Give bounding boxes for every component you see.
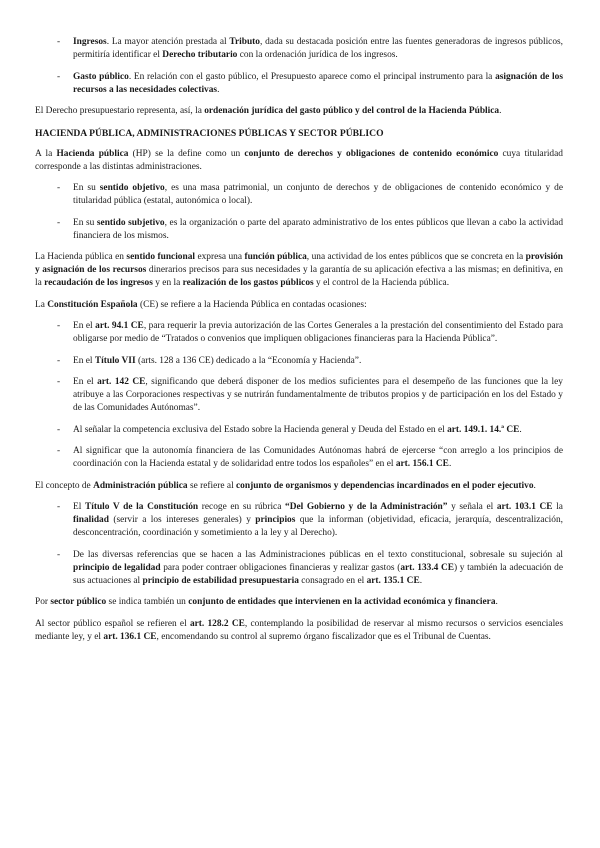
list-item bbox=[35, 355, 563, 368]
bold-run: Ingresos bbox=[73, 37, 107, 47]
bold-run: sentido subjetivo bbox=[96, 217, 165, 228]
text-run: . bbox=[533, 480, 536, 491]
text-run: . bbox=[495, 597, 498, 607]
constitucion-list bbox=[35, 320, 563, 471]
text-run: . La mayor atención prestada al bbox=[106, 37, 230, 47]
text-run: , una actividad de los entes públicos que se concreta en la bbox=[306, 252, 526, 262]
paragraph-constitucion bbox=[35, 299, 563, 312]
text-run: y señala el bbox=[447, 502, 497, 512]
dash-bullet: - bbox=[57, 71, 61, 82]
list-item-text bbox=[73, 183, 563, 206]
text-run: . bbox=[448, 459, 452, 469]
text-run: La Hacienda pública en bbox=[35, 252, 127, 262]
text-run: (arts. 128 a 136 CE) dedicado a la “Economía y Hacienda”. bbox=[135, 355, 362, 366]
text-run: . En relación con el gasto público, el Presupuesto aparece como el principal instrumento para la bbox=[128, 71, 496, 82]
text-run: Al sector público español se refieren el bbox=[35, 618, 190, 629]
list-item bbox=[35, 71, 563, 97]
text-run: . bbox=[217, 84, 220, 95]
text-run: , encomendando su control al supremo órgano fiscalizador que es el Tribunal de Cuentas. bbox=[156, 631, 491, 642]
list-item bbox=[35, 549, 563, 588]
dash-bullet: - bbox=[57, 183, 61, 193]
text-run: la bbox=[552, 502, 563, 512]
bold-run: conjunto de entidades que intervienen en la actividad económica y financiera bbox=[188, 597, 496, 607]
bold-run: art. 149.1. 14.ª CE bbox=[447, 424, 520, 435]
bold-run: principios bbox=[255, 515, 296, 525]
text-run: cuya titularidad corresponde a las distintas administraciones. bbox=[35, 148, 563, 172]
dash-bullet: - bbox=[57, 549, 61, 560]
paragraph-derecho-presupuestario bbox=[35, 105, 563, 118]
dash-bullet: - bbox=[57, 321, 61, 331]
bold-run: art. 156.1 CE bbox=[395, 459, 449, 469]
list-item-text bbox=[73, 218, 563, 241]
bold-run: provisión y asignación de los recursos bbox=[35, 252, 563, 275]
bold-run: Hacienda pública bbox=[56, 148, 129, 159]
list-item bbox=[35, 217, 563, 243]
dash-bullet: - bbox=[57, 424, 61, 435]
text-run: ) y también la adecuación de sus actuaciones al bbox=[73, 562, 563, 586]
list-item-text bbox=[73, 37, 563, 60]
bold-run: sentido funcional bbox=[126, 252, 196, 262]
text-run: El concepto de bbox=[35, 480, 94, 491]
list-item bbox=[35, 36, 563, 62]
text-run: En el bbox=[73, 355, 95, 366]
text-run: (CE) se refiere a la Hacienda Pública en contadas ocasiones: bbox=[137, 299, 367, 310]
list-item bbox=[35, 182, 563, 208]
bold-run: recaudación de los ingresos bbox=[44, 278, 153, 288]
text-run: , contemplando la posibilidad de reservar al mismo recursos o servicios esenciales mediante ley, y el bbox=[35, 618, 563, 642]
bold-run: ordenación jurídica del gasto público y del control de la Hacienda Pública bbox=[204, 106, 500, 116]
text-run: De las diversas referencias que se hacen a las Administraciones públicas en el texto constitucional, sobresale su sujeción al bbox=[73, 549, 563, 560]
text-run: El Derecho presupuestario representa, así, la bbox=[35, 106, 205, 116]
list-item bbox=[35, 501, 563, 540]
list-item-text bbox=[73, 321, 563, 344]
bold-run: art. 142 CE bbox=[97, 377, 146, 387]
text-run: consagrado en el bbox=[298, 575, 367, 586]
hacienda-list bbox=[35, 182, 563, 243]
list-item-text bbox=[73, 446, 563, 469]
text-run: La bbox=[35, 299, 48, 310]
text-run: . bbox=[499, 106, 502, 116]
text-run: se indica también un bbox=[106, 597, 189, 607]
list-item bbox=[35, 320, 563, 346]
text-run: , es la organización o parte del aparato administrativo de los entes públicos que llevan a cabo la actividad financiera de los mismos. bbox=[73, 217, 564, 241]
text-run: (servir a los intereses generales) y bbox=[108, 515, 256, 525]
list-item-text bbox=[73, 502, 563, 538]
list-item-text bbox=[73, 550, 563, 586]
text-run: , para requerir la previa autorización de las Cortes Generales a la prestación del consentimiento del Estado para obligarse por medio de “Tratados o convenios que impliquen obligaciones financieras para la Hacienda Pública”. bbox=[73, 321, 563, 344]
bold-run: principio de estabilidad presupuestaria bbox=[142, 575, 299, 586]
text-run: Al señalar la competencia exclusiva del Estado sobre la Hacienda general y Deuda del Estado en el bbox=[73, 424, 448, 435]
list-item-text bbox=[73, 377, 563, 413]
text-run: expresa una bbox=[195, 252, 245, 262]
text-run: El bbox=[73, 502, 85, 512]
text-run: , es una masa patrimonial, un conjunto de derechos y de obligaciones de contenido económico y de titularidad pública (estatal, autonómica o local). bbox=[73, 183, 564, 206]
text-run: Por bbox=[35, 597, 51, 607]
bold-run: art. 136.1 CE bbox=[103, 631, 157, 642]
dash-bullet: - bbox=[57, 37, 61, 47]
dash-bullet: - bbox=[57, 355, 61, 366]
text-run: Al significar que la autonomía financiera de las Comunidades Autónomas habrá de ejercerse “con arreglo a los principios de coordinación con la Hacienda estatal y de solidaridad entre todos los españoles” en el bbox=[73, 446, 563, 469]
paragraph-administracion bbox=[35, 480, 563, 493]
bold-run: Derecho tributario bbox=[162, 50, 238, 60]
bold-run: Administración pública bbox=[93, 480, 188, 491]
list-item-text bbox=[73, 72, 563, 95]
bold-run: art. 103.1 CE bbox=[496, 502, 553, 512]
dash-bullet: - bbox=[57, 217, 61, 228]
list-item bbox=[35, 376, 563, 415]
bold-run: art. 133.4 CE bbox=[400, 562, 455, 573]
bold-run: art. 135.1 CE bbox=[366, 575, 420, 586]
bold-run: Tributo bbox=[229, 37, 260, 47]
bold-run: Gasto público bbox=[73, 71, 129, 82]
dash-bullet: - bbox=[57, 502, 61, 512]
bold-run: sector público bbox=[50, 597, 107, 607]
bold-run: conjunto de derechos y obligaciones de contenido económico bbox=[244, 148, 499, 159]
text-run: En su bbox=[73, 217, 97, 228]
bold-run: art. 94.1 CE bbox=[95, 321, 144, 331]
bold-run: Título V de la Constitución bbox=[84, 502, 199, 512]
paragraph-sentido-funcional bbox=[35, 251, 563, 290]
text-run: dinerarios precisos para sus necesidades y la garantía de su aplicación efectiva a las mismas; en definitiva, en la bbox=[35, 265, 563, 288]
bold-run: finalidad bbox=[73, 515, 109, 525]
text-run: para poder contraer obligaciones financieras y realizar gastos ( bbox=[160, 562, 401, 573]
text-run: con la ordenación jurídica de los ingresos. bbox=[237, 50, 398, 60]
bold-run: sentido objetivo bbox=[99, 183, 165, 193]
administracion-list bbox=[35, 501, 563, 588]
text-run: . bbox=[419, 575, 423, 586]
text-run: (HP) se la define como un bbox=[128, 148, 245, 159]
text-run: y el control de la Hacienda pública. bbox=[313, 278, 450, 288]
text-run: que la informan (objetividad, eficacia, jerarquía, descentralización, desconcentración, coordinación y sometimiento a la ley y al Derecho). bbox=[73, 515, 564, 538]
paragraph-sector-publico bbox=[35, 596, 563, 609]
list-item-text bbox=[73, 356, 361, 366]
section-heading: HACIENDA PÚBLICA, ADMINISTRACIONES PÚBLICAS Y SECTOR PÚBLICO bbox=[35, 127, 384, 139]
text-run: A la bbox=[35, 148, 57, 159]
bold-run: asignación de los recursos a las necesidades colectivas bbox=[73, 71, 564, 95]
bold-run: conjunto de organismos y dependencias incardinados en el poder ejecutivo bbox=[236, 480, 534, 491]
list-item-text bbox=[73, 425, 522, 435]
bold-run: función pública bbox=[244, 252, 307, 262]
text-run: , significando que deberá disponer de los medios suficientes para el desempeño de las funciones que la ley atribuye a las Corporaciones respectivas y se nutrirán fundamentalmente de tributos propios y de participación en los del Estado y de las Comunidades Autónomas”. bbox=[73, 377, 563, 413]
list-item bbox=[35, 445, 563, 471]
list-item bbox=[35, 424, 563, 437]
text-run: En el bbox=[73, 321, 96, 331]
bold-run: realización de los gastos públicos bbox=[182, 278, 314, 288]
text-run: En su bbox=[73, 183, 100, 193]
bold-run: Título VII bbox=[94, 355, 136, 366]
text-run: , dada su destacada posición entre las fuentes generadoras de ingresos públicos, permitiría identificar el bbox=[73, 37, 564, 60]
dash-bullet: - bbox=[57, 446, 61, 456]
bold-run: principio de legalidad bbox=[73, 562, 161, 573]
dash-bullet: - bbox=[57, 377, 61, 387]
text-run: recoge en su rúbrica bbox=[198, 502, 286, 512]
bold-run: “Del Gobierno y de la Administración” bbox=[285, 502, 448, 512]
bold-run: Constitución Española bbox=[47, 299, 138, 310]
text-run: . bbox=[519, 424, 522, 435]
text-run: En el bbox=[73, 377, 98, 387]
bold-run: art. 128.2 CE bbox=[189, 618, 245, 629]
paragraph-sector-final bbox=[35, 618, 563, 644]
intro-list bbox=[35, 36, 563, 97]
text-run: se refiere al bbox=[187, 480, 237, 491]
paragraph-hacienda-publica bbox=[35, 148, 563, 174]
text-run: y en la bbox=[152, 278, 183, 288]
